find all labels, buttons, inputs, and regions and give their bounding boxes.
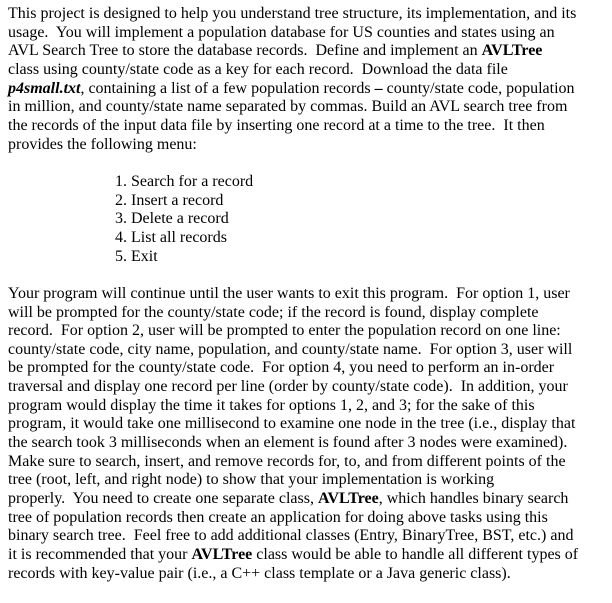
text-line [8, 61, 604, 80]
body-text: class would be able to handle all different types of [252, 546, 579, 564]
body-text: 1. Search for a record [115, 172, 254, 190]
bold-text: AVLTree [481, 42, 543, 60]
text-line [8, 117, 604, 136]
body-text: , which handles binary search [378, 490, 569, 508]
text-line [8, 80, 604, 99]
text-line [115, 210, 604, 229]
body-text: Make sure to search, insert, and remove records for, to, and from different points of the [8, 452, 566, 470]
text-line [8, 341, 604, 360]
text-line [8, 565, 604, 584]
body-text: will be prompted for the county/state code; if the record is found, display complete [8, 303, 539, 321]
body-text: in million, and county/state name separated by commas. Build an AVL search tree from [8, 98, 568, 116]
body-text: program, it would take one millisecond to examine one node in the tree (i.e., display that [8, 415, 576, 433]
body-text: usage. You will implement a population database for US counties and states using an [8, 23, 555, 41]
body-text: tree (root, left, and right node) to show that your implementation is working [8, 471, 495, 489]
body-text: record. For option 2, user will be prompted to enter the population record on one line: [8, 322, 561, 340]
text-line [8, 415, 604, 434]
blank-line [8, 266, 604, 285]
text-line [8, 490, 604, 509]
body-text: county/state code, city name, population, and county/state name. For option 3, user will [8, 340, 573, 358]
body-text: , containing a list of a few population records [80, 79, 375, 97]
body-text: 5. Exit [115, 247, 158, 265]
body-paragraph [8, 285, 604, 584]
body-text: 3. Delete a record [115, 210, 229, 228]
text-line [8, 5, 604, 24]
bold-text: AVLTree [191, 546, 253, 564]
text-line [8, 136, 604, 155]
bold-text: – [374, 79, 383, 97]
body-text: 4. List all records [115, 228, 227, 246]
text-line [8, 42, 604, 61]
body-text: 2. Insert a record [115, 191, 224, 209]
text-line [8, 304, 604, 323]
body-text: county/state code, population [382, 79, 575, 97]
body-text: AVL Search Tree to store the database records. Define and implement an [8, 42, 482, 60]
intro-paragraph [8, 5, 604, 154]
body-text: tree of population records then create an application for doing above tasks using this [8, 508, 548, 526]
text-line [8, 24, 604, 43]
body-text: traversal and display one record per line (order by county/state code). In addition, your [8, 378, 568, 396]
text-line [8, 378, 604, 397]
bold-italic-text: p4small.txt [8, 79, 81, 97]
body-text: class using county/state code as a key for each record. Download the data file [8, 60, 508, 78]
text-line [8, 527, 604, 546]
body-text: program would display the time it takes for options 1, 2, and 3; for the sake of this [8, 396, 535, 414]
text-line [8, 509, 604, 528]
body-text: be prompted for the county/state code. For option 4, you need to perform an in-order [8, 359, 555, 377]
text-line [115, 173, 604, 192]
text-line [8, 359, 604, 378]
text-line [115, 248, 604, 267]
body-text: the records of the input data file by inserting one record at a time to the tree. It then [8, 116, 545, 134]
body-text: provides the following menu: [8, 135, 197, 153]
body-text: properly. You need to create one separate class, [8, 490, 318, 508]
text-line [8, 453, 604, 472]
text-line [115, 229, 604, 248]
body-text: records with key-value pair (i.e., a C++ class template or a Java generic class). [8, 564, 511, 582]
body-text: Your program will continue until the user wants to exit this program. For option 1, user [8, 284, 570, 302]
body-text: This project is designed to help you understand tree structure, its implementation, and its [8, 5, 577, 22]
text-line [8, 471, 604, 490]
menu-list [8, 173, 604, 266]
body-text: it is recommended that your [8, 546, 192, 564]
text-line [8, 322, 604, 341]
text-line [8, 397, 604, 416]
text-line [8, 546, 604, 565]
text-line [8, 98, 604, 117]
text-line [8, 285, 604, 304]
text-line [115, 192, 604, 211]
body-text: the search took 3 milliseconds when an element is found after 3 nodes were examined). [8, 434, 568, 452]
body-text: binary search tree. Feel free to add additional classes (Entry, BinaryTree, BST, etc.) and [8, 527, 574, 545]
blank-line [8, 154, 604, 173]
bold-text: AVLTree [317, 490, 379, 508]
text-line [8, 434, 604, 453]
